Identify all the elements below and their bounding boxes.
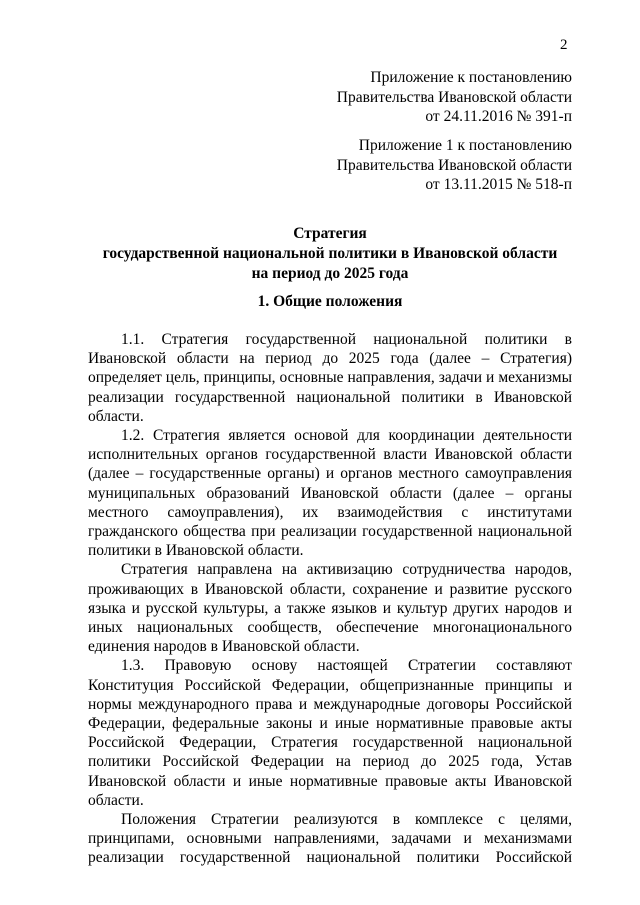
paragraph: Стратегия направлена на активизацию сотрудничества народов, проживающих в Ивановской области, сохранение и развитие русского языка и русской культуры, а также языков и культур других народов и иных национальных сообществ, обеспечение многонационального единения народов в Ивановской области.	[88, 561, 572, 656]
page-number: 2	[560, 37, 568, 53]
section-heading: 1. Общие положения	[257, 293, 403, 310]
appendix-note-line: Правительства Ивановской области	[336, 156, 572, 174]
title-line: на период до 2025 года	[251, 265, 409, 282]
appendix-note-current	[337, 68, 572, 127]
document-title	[88, 224, 572, 284]
appendix-note-line: Приложение к постановлению	[370, 69, 572, 86]
appendix-note-line: от 13.11.2015 № 518-п	[425, 176, 572, 193]
appendix-note-line: от 24.11.2016 № 391-п	[425, 108, 572, 125]
title-line: Стратегия	[293, 225, 367, 242]
paragraph: 1.2. Стратегия является основой для координации деятельности исполнительных органов государственной власти Ивановской области (далее – государственные органы) и органов местного самоуправления муниципальных образований Ивановской области (далее – органы местного самоуправления), их взаимодействия с институтами гражданского общества при реализации государственной национальной политики в Ивановской области.	[88, 427, 572, 560]
title-line: государственной национальной политики в Ивановской области	[102, 245, 558, 262]
paragraph: Положения Стратегии реализуются в комплексе с целями, принципами, основными направлениями, задачами и механизмами реализации государственной национальной политики Российской	[88, 811, 572, 867]
paragraph: 1.3. Правовую основу настоящей Стратегии составляют Конституция Российской Федерации, общепризнанные принципы и нормы международного права и международные договоры Российской Федерации, федеральные законы и иные нормативные правовые акты Российской Федерации, Стратегия государственной национальной политики Российской Федерации на период до 2025 года, Устав Ивановской области и иные нормативные правовые акты Ивановской области.	[88, 657, 572, 809]
paragraph: 1.1. Стратегия государственной национальной политики в Ивановской области на период до 2025 года (далее – Стратегия) определяет цель, принципы, основные направления, задачи и механизмы реализации государственной национальной политики в Ивановской области.	[88, 331, 572, 425]
appendix-note-original	[337, 136, 572, 195]
appendix-note-line: Приложение 1 к постановлению	[358, 137, 572, 154]
body-text	[88, 330, 572, 868]
appendix-note-line: Правительства Ивановской области	[336, 88, 572, 106]
